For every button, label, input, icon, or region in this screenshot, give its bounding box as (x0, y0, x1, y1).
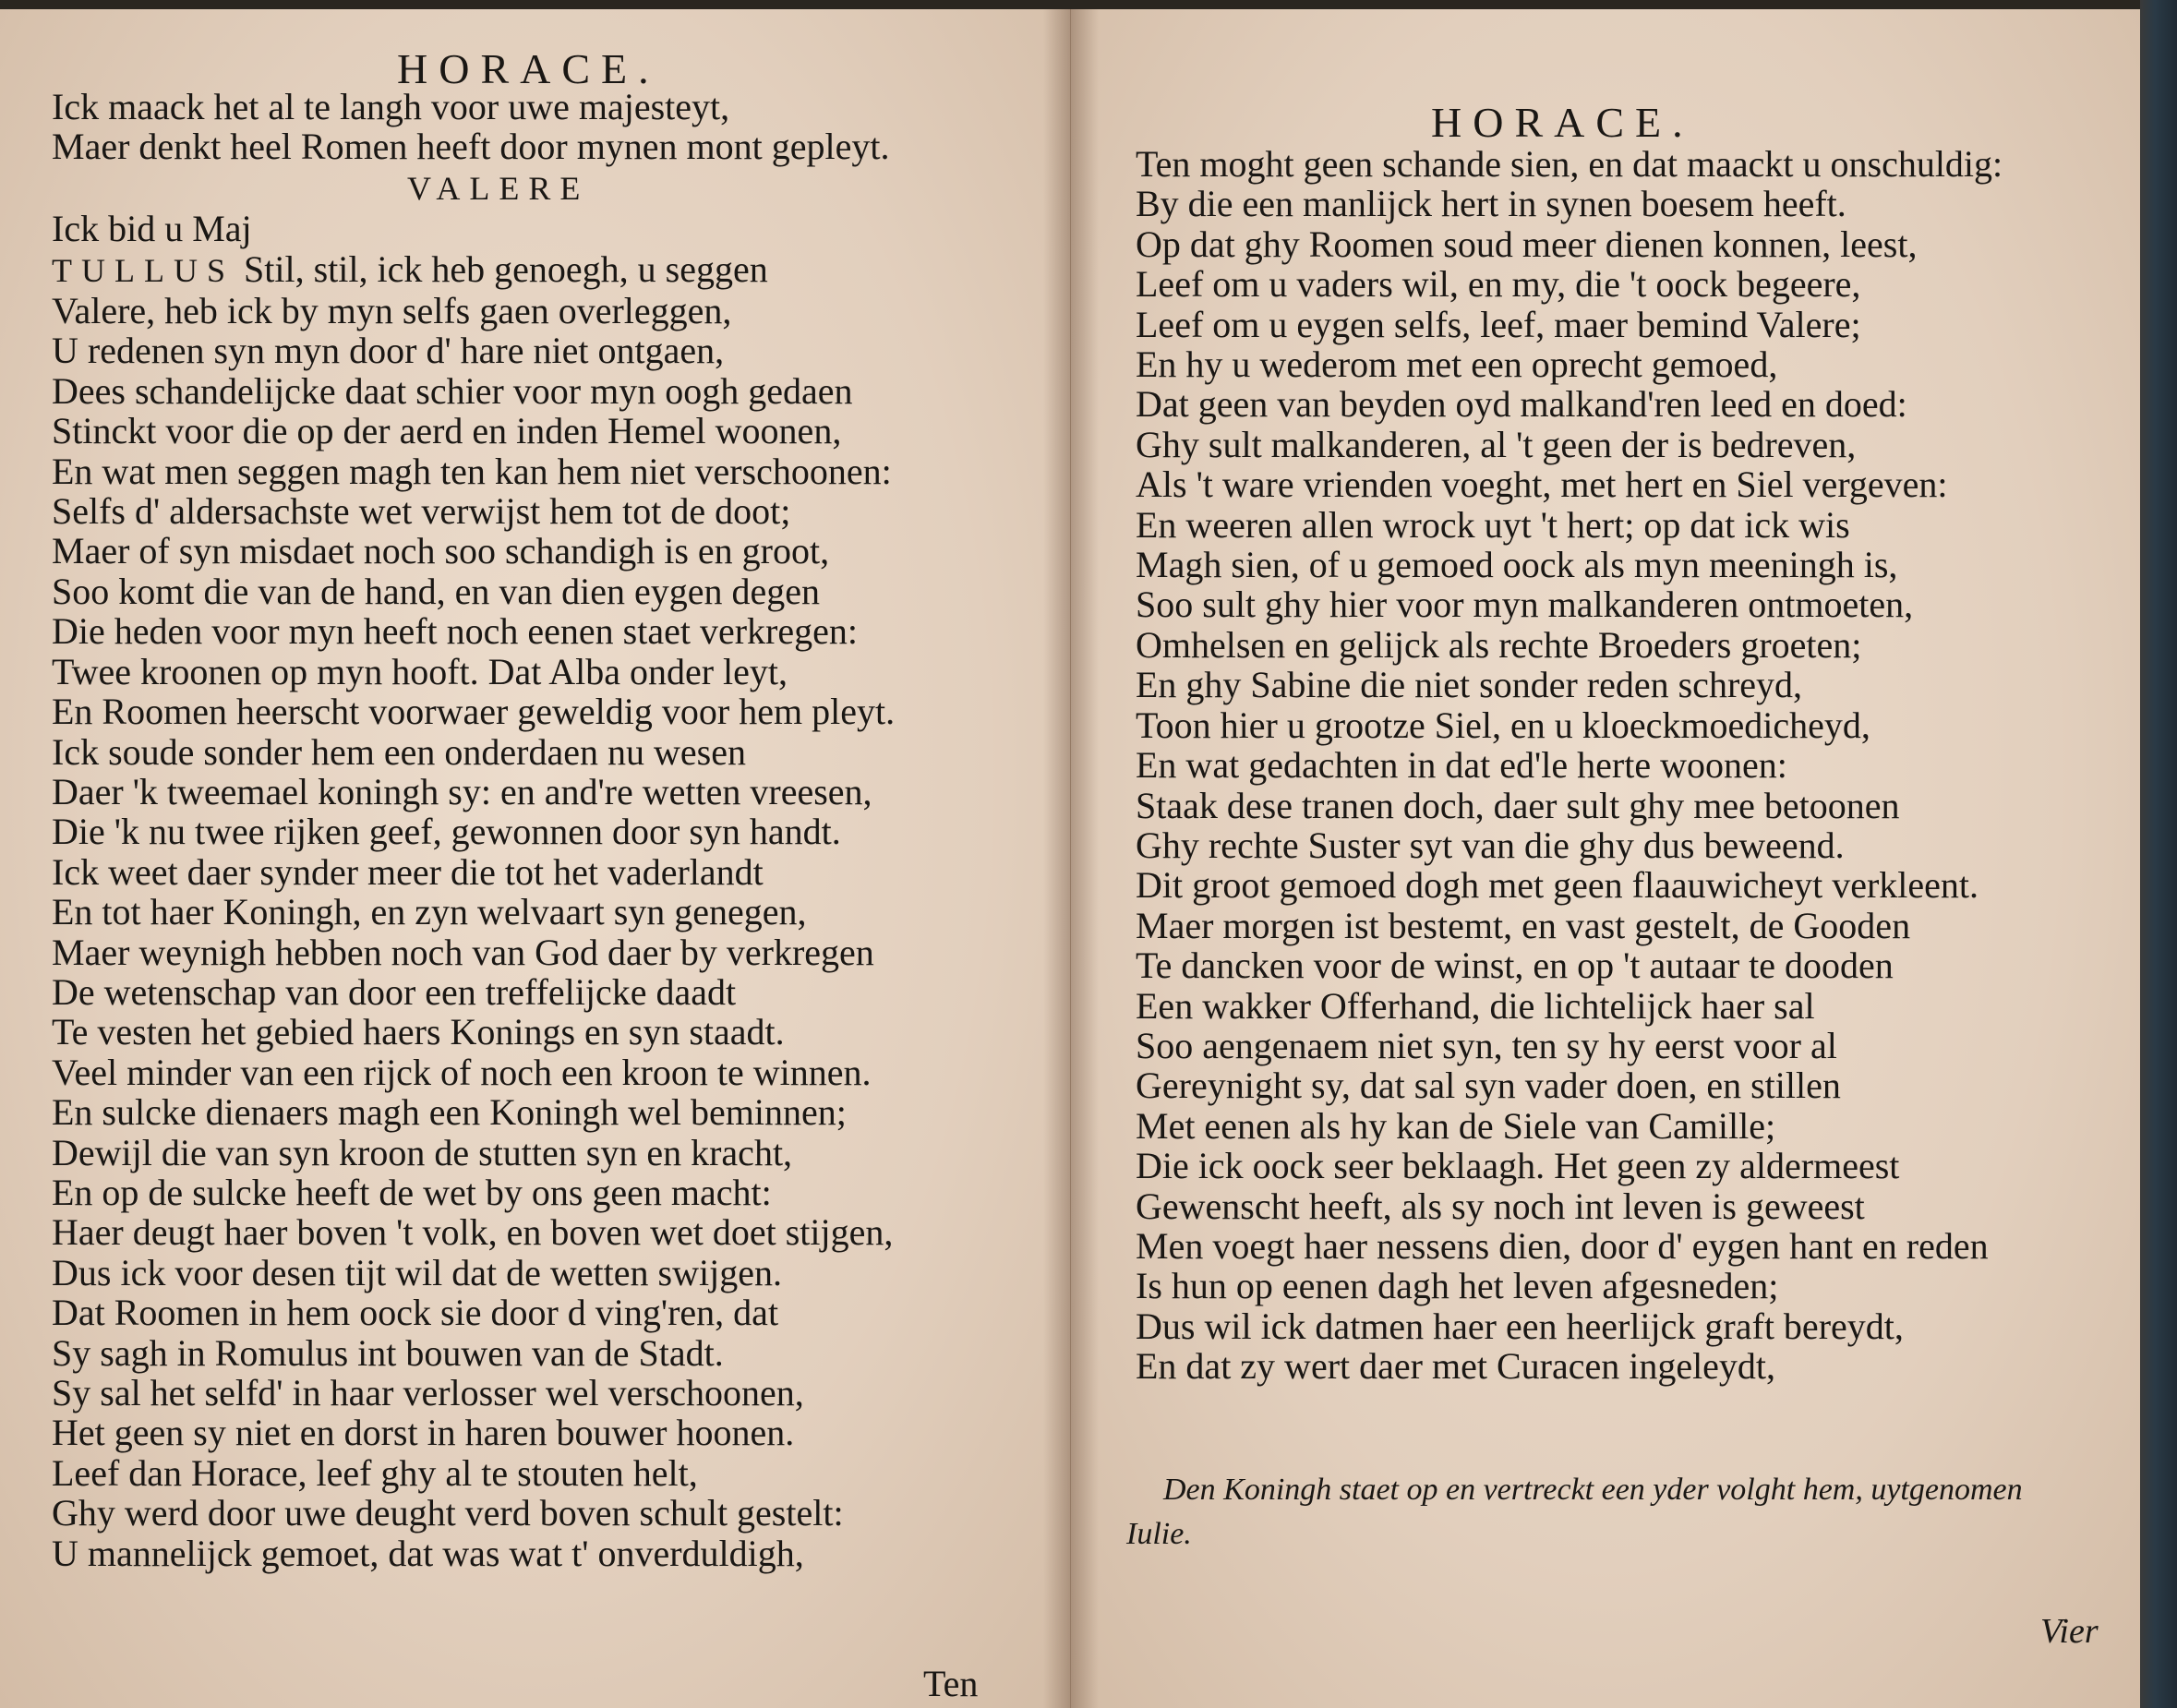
verse-line (52, 652, 895, 692)
verse-line (52, 451, 895, 491)
verse-line: Maer morgen ist bestemt, en vast gestelt, de Gooden (1136, 904, 1911, 946)
verse-line (52, 812, 895, 851)
verse-line (52, 167, 895, 209)
stage-direction (1126, 1468, 2077, 1557)
left-catchword: Ten (923, 1663, 979, 1704)
verse-line (52, 371, 895, 411)
verse-text: Dat Roomen in hem oock sie door d ving'ren, dat (52, 1292, 779, 1334)
verse-line: Magh sien, of u gemoed oock als myn meeningh is, (1136, 544, 1898, 586)
verse-text: Veel minder van een rijck of noch een kroon te winnen. (52, 1051, 872, 1093)
verse-line (52, 1453, 895, 1493)
verse-text: Ick maack het al te langh voor uwe majesteyt, (52, 86, 730, 127)
verse-line: Men voegt haer nessens dien, door d' eygen hant en reden (1136, 1224, 1989, 1267)
verse-text: Ick weet daer synder meer die tot het vaderlandt (52, 850, 764, 893)
verse-text: Maer of syn misdaet noch soo schandigh is en groot, (52, 530, 830, 572)
verse-text: Dewijl die van syn kroon de stutten syn en kracht, (52, 1131, 793, 1173)
verse-line (52, 1173, 895, 1212)
verse-line (52, 611, 895, 651)
verse-line: Dit groot gemoed dogh met geen flaauwicheyt verkleent. (1136, 864, 1979, 907)
verse-line: En wat gedachten in dat ed'le herte woonen: (1136, 744, 1787, 787)
verse-text: Die heden voor myn heeft noch eenen staet verkregen: (52, 610, 858, 653)
verse-text: De wetenschap van door een treffelijcke daadt (52, 970, 737, 1013)
verse-line (52, 331, 895, 370)
verse-line: Een wakker Offerhand, die lichtelijck haer sal (1136, 984, 1815, 1027)
verse-line: Ghy rechte Suster syt van die ghy dus beweend. (1136, 824, 1845, 866)
verse-line: En dat zy wert daer met Curacen ingeleydt, (1136, 1345, 1776, 1388)
verse-text: Daer 'k tweemael koningh sy: en and're wetten vreesen, (52, 770, 872, 812)
verse-line: Gewenscht heeft, als sy noch int leven is geweest (1136, 1185, 1865, 1227)
verse-text: Ghy werd door uwe deught verd boven schult gestelt: (52, 1492, 844, 1534)
verse-text: Dees schandelijcke daat schier voor myn oogh gedaen (52, 369, 853, 412)
stage-direction-text: Den Koningh staet op en vertreckt een yder volght hem, uytgenomen Iulie. (1126, 1473, 2023, 1551)
right-page (1071, 9, 2140, 1708)
verse-line: Als 't ware vrienden voeght, met hert en Siel vergeven: (1136, 463, 1948, 506)
verse-line (52, 249, 895, 291)
cover-edge (2140, 0, 2177, 1708)
verse-text: En Roomen heerscht voorwaer geweldig voor hem pleyt. (52, 691, 896, 733)
verse-text: Sy sal het selfd' in haar verlosser wel verschoonen, (52, 1372, 804, 1413)
verse-text: En wat men seggen magh ten kan hem niet verschoonen: (52, 450, 892, 492)
verse-line (52, 1293, 895, 1332)
verse-line: Is hun op eenen dagh het leven afgesneden; (1136, 1265, 1779, 1307)
verse-line: Op dat ghy Roomen soud meer dienen konnen, leest, (1136, 223, 1918, 265)
verse-line: Dus wil ick datmen haer een heerlijck graft bereydt, (1136, 1305, 1904, 1347)
verse-text: Stil, stil, ick heb genoegh, u seggen (244, 247, 768, 290)
verse-text: Haer deugt haer boven 't volk, en boven wet doet stijgen, (52, 1211, 894, 1254)
verse-line (52, 692, 895, 731)
verse-line: Soo aengenaem niet syn, ten sy hy eerst voor al (1136, 1024, 1837, 1066)
right-catchword: Vier (2040, 1612, 2099, 1651)
verse-line: Leef om u vaders wil, en my, die 't oock begeere, (1136, 263, 1861, 306)
verse-line (52, 932, 895, 972)
verse-text: U mannelijck gemoet, dat was wat t' onverduldigh, (52, 1532, 804, 1574)
verse-line: Met eenen als hy kan de Siele van Camille; (1136, 1104, 1776, 1147)
verse-line: Die ick oock seer beklaagh. Het geen zy aldermeest (1136, 1145, 1900, 1187)
verse-text: Te vesten het gebied haers Konings en syn staadt. (52, 1011, 785, 1053)
verse-line (52, 892, 895, 932)
verse-text: Leef dan Horace, leef ghy al te stouten helt, (52, 1451, 698, 1494)
verse-line (52, 291, 895, 331)
verse-text: Stinckt voor die op der aerd en inden Hemel woonen, (52, 410, 842, 452)
verse-line: Gereynight sy, dat sal syn vader doen, en stillen (1136, 1064, 1841, 1107)
verse-line: Dat geen van beyden oyd malkand'ren leed en doed: (1136, 383, 1907, 426)
right-page-text (1136, 144, 2003, 1387)
verse-line (52, 1012, 895, 1052)
verse-text: Maer denkt heel Romen heeft door mynen mont gepleyt. (52, 126, 890, 168)
verse-line: Leef om u eygen selfs, leef, maer bemind Valere; (1136, 303, 1861, 345)
verse-line (52, 1212, 895, 1252)
right-running-head: HORACE. (1431, 99, 1694, 146)
verse-line (52, 1493, 895, 1533)
verse-line: Ten moght geen schande sien, en dat maackt u onschuldig: (1136, 143, 2003, 185)
verse-text: Dus ick voor desen tijt wil dat de wetten swijgen. (52, 1251, 782, 1293)
verse-text: Sy sagh in Romulus int bouwen van de Stadt. (52, 1331, 724, 1374)
verse-text: En op de sulcke heeft de wet by ons geen macht: (52, 1171, 772, 1213)
verse-line (52, 852, 895, 892)
left-page-text (52, 87, 895, 1573)
verse-text: Twee kroonen op myn hooft. Dat Alba onder leyt, (52, 650, 788, 692)
left-running-head: HORACE. (397, 45, 660, 92)
verse-line (52, 1373, 895, 1413)
verse-text: U redenen syn myn door d' hare niet ontgaen, (52, 330, 725, 372)
verse-line: Soo sult ghy hier voor myn malkanderen ontmoeten, (1136, 583, 1914, 626)
verse-line (52, 1333, 895, 1373)
verse-line (52, 1133, 895, 1173)
verse-line (52, 1253, 895, 1293)
verse-line (52, 732, 895, 772)
verse-text: Ick bid u Maj (52, 208, 252, 250)
verse-line (52, 571, 895, 611)
verse-line: By die een manlijck hert in synen boesem heeft. (1136, 183, 1846, 225)
verse-line (52, 87, 895, 126)
verse-line: En hy u wederom met een oprecht gemoed, (1136, 343, 1778, 386)
verse-line: Ghy sult malkanderen, al 't geen der is bedreven, (1136, 423, 1857, 465)
verse-line (52, 1413, 895, 1452)
verse-line: En ghy Sabine die niet sonder reden schreyd, (1136, 664, 1803, 706)
speaker-name: VALERE (407, 169, 590, 207)
verse-text: Het geen sy niet en dorst in haren bouwer hoonen. (52, 1412, 795, 1454)
verse-text: Maer weynigh hebben noch van God daer by verkregen (52, 931, 874, 973)
verse-text: En tot haer Koningh, en zyn welvaart syn genegen, (52, 891, 807, 933)
verse-text: Soo komt die van de hand, en van dien eygen degen (52, 570, 820, 612)
verse-line: Toon hier u grootze Siel, en u kloeckmoedicheyd, (1136, 704, 1870, 746)
left-page (0, 9, 1071, 1708)
verse-line (52, 209, 895, 248)
verse-line (52, 1534, 895, 1573)
verse-line (52, 1052, 895, 1092)
verse-line: Te dancken voor de winst, en op 't autaar te dooden (1136, 944, 1894, 987)
verse-line (52, 772, 895, 812)
verse-text: Selfs d' aldersachste wet verwijst hem tot de doot; (52, 490, 791, 533)
verse-line (52, 491, 895, 531)
verse-line (52, 972, 895, 1012)
verse-text: Ick soude sonder hem een onderdaen nu wesen (52, 730, 746, 773)
verse-text: Die 'k nu twee rijken geef, gewonnen door syn handt. (52, 811, 841, 853)
verse-line: En weeren allen wrock uyt 't hert; op dat ick wis (1136, 503, 1850, 546)
verse-line (52, 1092, 895, 1132)
verse-line (52, 531, 895, 571)
verse-line: Omhelsen en gelijck als rechte Broeders groeten; (1136, 623, 1862, 666)
verse-line (52, 126, 895, 166)
verse-line: Staak dese tranen doch, daer sult ghy mee betoonen (1136, 784, 1900, 826)
verse-text: En sulcke dienaers magh een Koningh wel beminnen; (52, 1091, 847, 1134)
speaker-name: TULLUS (52, 251, 235, 289)
verse-line (52, 411, 895, 451)
verse-text: Valere, heb ick by myn selfs gaen overleggen, (52, 290, 732, 332)
